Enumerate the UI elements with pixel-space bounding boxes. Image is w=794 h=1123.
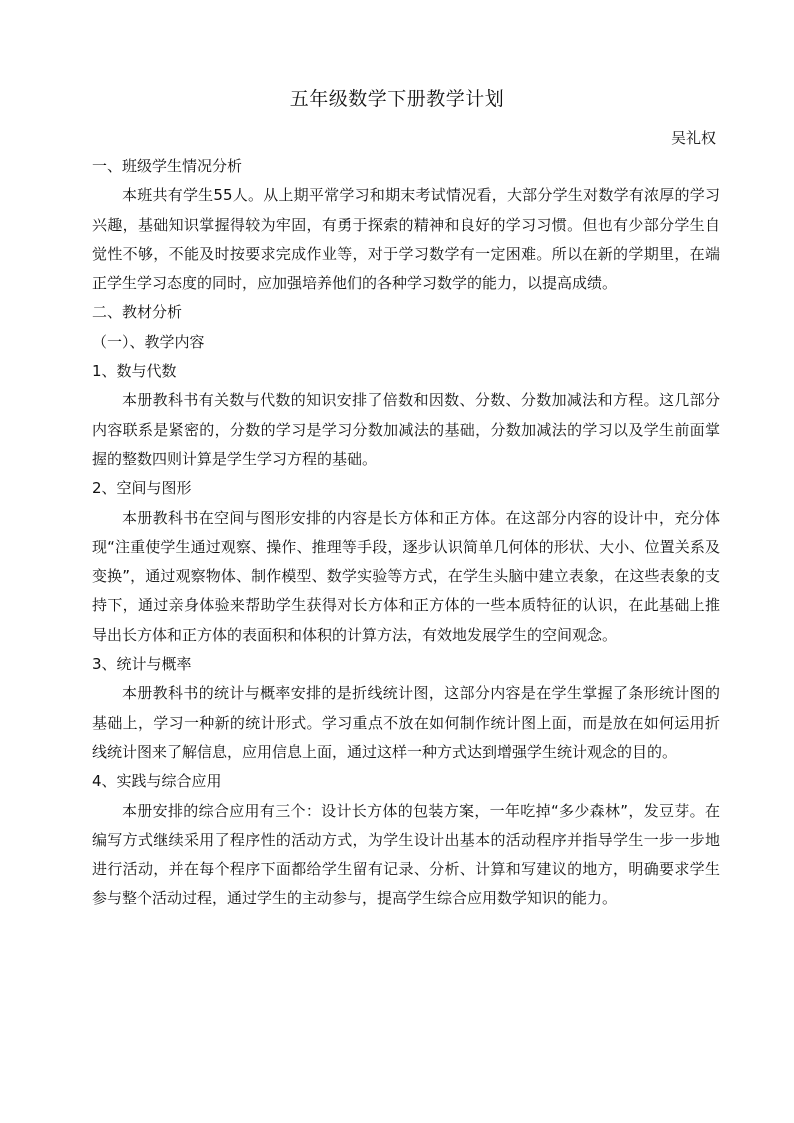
paragraph-statistics-probability: 本册教科书的统计与概率安排的是折线统计图，这部分内容是在学生掌握了条形统计图的基础上，学习一种新的统计形式。学习重点不放在如何制作统计图上面，而是放在如何运用折线统计图来了解信息，应用信息上面，通过这样一种方式达到增强学生统计观念的目的。: [92, 684, 720, 761]
page-title: 五年级数学下册教学计划: [289, 88, 505, 110]
subsection-heading-teaching-content: （一）、教学内容: [92, 332, 205, 351]
section-heading-textbook-analysis: 二、教材分析: [92, 303, 183, 322]
section-heading-class-analysis: 一、班级学生情况分析: [92, 157, 243, 175]
paragraph-practice-application: 本册安排的综合应用有三个：设计长方体的包装方案，一年吃掉“多少森林”，发豆芽。在编写方式继续采用了程序性的活动方式，为学生设计出基本的活动程序并指导学生一步一步地进行活动，并在每个程序下面都给学生留有记录、分析、计算和写建议的地方，明确要求学生参与整个活动过程，通过学生的主动参与，提高学生综合应用数学知识的能力。: [92, 801, 720, 908]
item-heading-practice-application: 4、实践与综合应用: [92, 772, 222, 791]
item-heading-statistics-probability: 3、统计与概率: [92, 655, 192, 674]
item-heading-space-geometry: 2、空间与图形: [92, 479, 192, 498]
document-body: [92, 152, 720, 914]
author-name: 吴礼权: [670, 129, 716, 147]
item-heading-numbers-algebra: 1、数与代数: [92, 362, 177, 381]
paragraph-class-analysis: 本班共有学生55人。从上期平常学习和期末考试情况看，大部分学生对数学有浓厚的学习兴趣，基础知识掌握得较为牢固，有勇于探索的精神和良好的学习习惯。但也有少部分学生自觉性不够，不能及时按要求完成作业等，对于学习数学有一定困难。所以在新的学期里，在端正学生学习态度的同时，应加强培养他们的各种学习数学的能力，以提高成绩。: [92, 186, 720, 293]
paragraph-space-geometry: 本册教科书在空间与图形安排的内容是长方体和正方体。在这部分内容的设计中，充分体现“注重使学生通过观察、操作、推理等手段，逐步认识简单几何体的形状、大小、位置关系及变换”，通过观察物体、制作模型、数学实验等方式，在学生头脑中建立表象，在这些表象的支持下，通过亲身体验来帮助学生获得对长方体和正方体的一些本质特征的认识，在此基础上推导出长方体和正方体的表面积和体积的计算方法，有效地发展学生的空间观念。: [92, 508, 720, 644]
paragraph-numbers-algebra: 本册教科书有关数与代数的知识安排了倍数和因数、分数、分数加减法和方程。这几部分内容联系是紧密的，分数的学习是学习分数加减法的基础，分数加减法的学习以及学生前面掌握的整数四则计算是学生学习方程的基础。: [92, 391, 720, 468]
